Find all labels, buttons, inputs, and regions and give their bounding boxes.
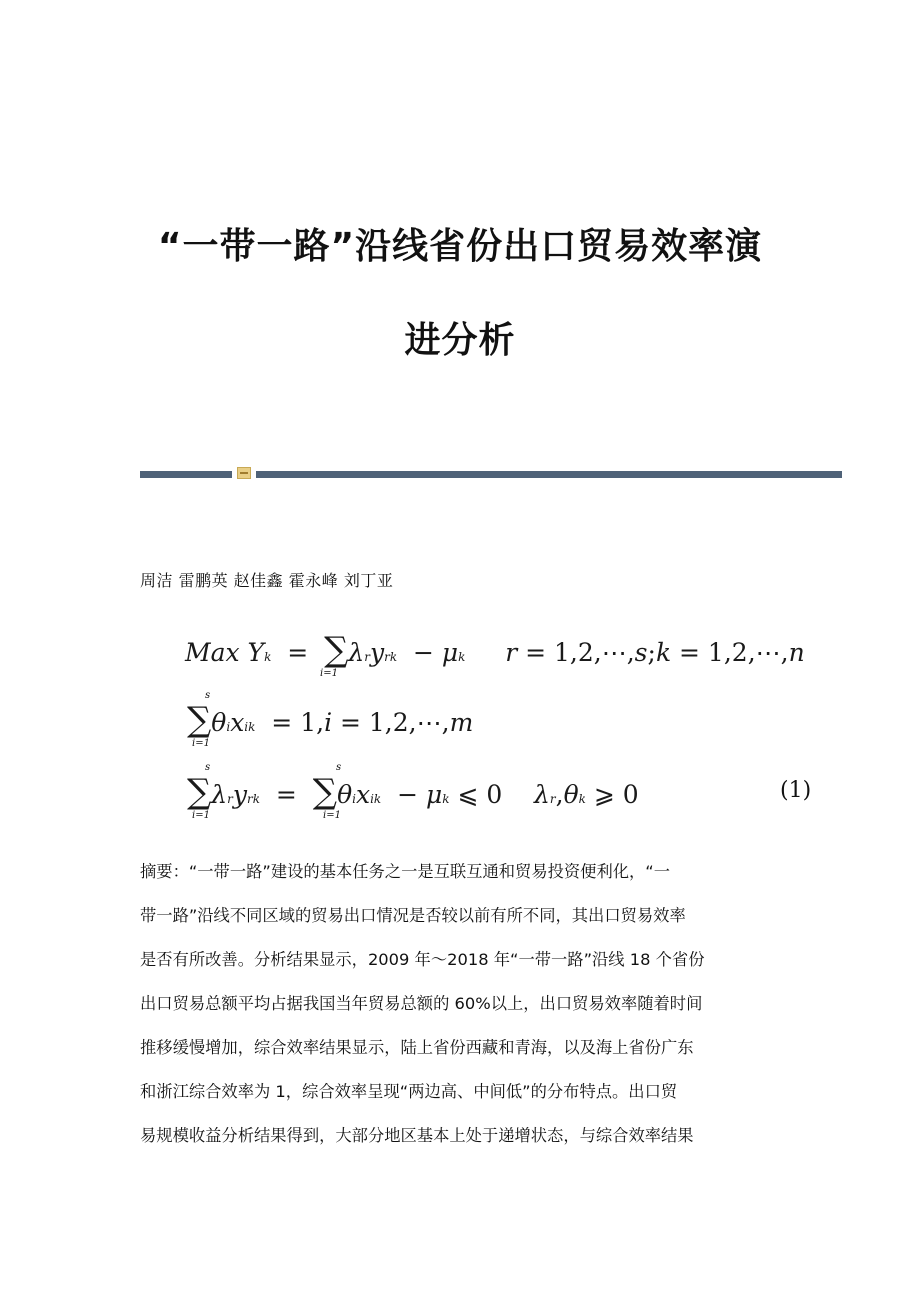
equation-line-1: Max Yk = ∑λryrk − μk r = 1,2,⋯,s;k = 1,2,⋯,n	[185, 630, 805, 670]
abstract-line: 出口贸易总额平均占据我国当年贸易总额的 60%以上，出口贸易效率随着时间	[140, 994, 703, 1013]
abstract-line: 是否有所改善。分析结果显示，2009 年～2018 年“一带一路”沿线 18 个省份	[140, 950, 705, 969]
abstract-line: 摘要：“一带一路”建设的基本任务之一是互联互通和贸易投资便利化，“一	[140, 862, 671, 881]
author-list: 周洁 雷鹏英 赵佳鑫 霍永峰 刘丁亚	[140, 571, 394, 590]
equation-line-3: ∑λryrk = ∑θixik − μk ⩽ 0 λr,θk ⩾ 0	[187, 772, 639, 812]
divider-emblem-icon	[237, 467, 251, 479]
title-divider-left	[140, 471, 232, 478]
abstract	[140, 850, 780, 1158]
paper-title-line-1: “一带一路”沿线省份出口贸易效率演	[157, 226, 763, 267]
equation-number: (1)	[780, 778, 812, 803]
paper-title-line-2: 进分析	[404, 320, 516, 361]
abstract-line: 推移缓慢增加，综合效率结果显示，陆上省份西藏和青海，以及海上省份广东	[140, 1038, 694, 1057]
title-divider-right	[256, 471, 842, 478]
abstract-line: 易规模收益分析结果得到，大部分地区基本上处于递增状态，与综合效率结果	[140, 1126, 694, 1145]
equation-line-2: ∑θixik = 1,i = 1,2,⋯,m	[187, 700, 474, 740]
abstract-line: 带一路”沿线不同区域的贸易出口情况是否较以前有所不同，其出口贸易效率	[140, 906, 686, 925]
abstract-line: 和浙江综合效率为 1，综合效率呈现“两边高、中间低”的分布特点。出口贸	[140, 1082, 678, 1101]
